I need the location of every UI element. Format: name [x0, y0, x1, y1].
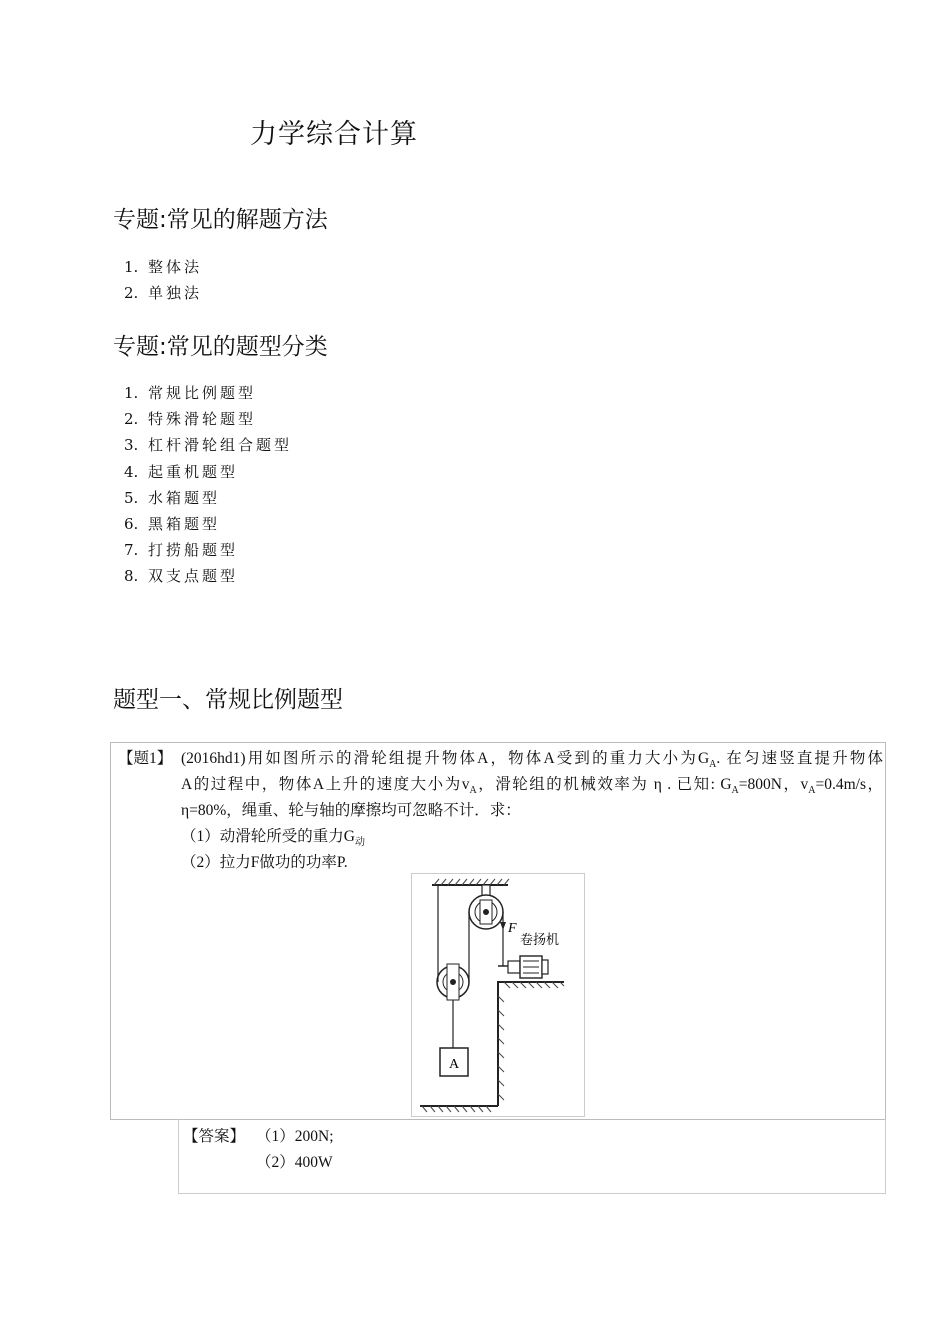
- section-heading-type1: 题型一、常规比例题型: [113, 687, 343, 713]
- list-item: 1. 常规比例题型: [124, 384, 257, 402]
- list-item: 2. 特殊滑轮题型: [124, 410, 257, 429]
- pulley-figure: [411, 873, 585, 1117]
- methods-list: [124, 254, 202, 306]
- answer-label: 【答案】: [183, 1128, 246, 1145]
- list-item: 8. 双支点题型: [124, 567, 239, 586]
- question-part-1: （1）动滑轮所受的重力$G_动$: [181, 828, 365, 848]
- answer-line-1: （1）200N;: [256, 1128, 334, 1145]
- block-label: A: [448, 1057, 460, 1072]
- question-part-2: （2）拉力F做功的功率P.: [181, 854, 348, 871]
- question-line-2: A的过程中，物体A上升的速度大小为$v_A$，滑轮组的机械效率为 η . 已知: $G_A=800N$，$v_A=0.4m/s$，: [181, 776, 883, 796]
- list-item: 5. 水箱题型: [124, 488, 221, 507]
- question-line-3: η=80%，绳重、轮与轴的摩擦均可忽略不计．求：: [181, 802, 521, 819]
- list-item: 2. 单独法: [124, 284, 203, 303]
- answer-line-2: （2）400W: [256, 1154, 333, 1171]
- question-text: [181, 746, 883, 876]
- list-item: 4. 起重机题型: [124, 462, 239, 481]
- list-item: 3. 杠杆滑轮组合题型: [124, 436, 293, 455]
- section-heading-types: 专题:常见的题型分类: [113, 334, 328, 360]
- list-item: 6. 黑箱题型: [124, 514, 221, 533]
- list-item: 7. 打捞船题型: [124, 541, 239, 560]
- force-label: F: [508, 921, 517, 936]
- page-title: 力学综合计算: [250, 119, 418, 150]
- list-item: 1. 整体法: [124, 258, 203, 276]
- question-line-1: (2016hd1)用如图所示的滑轮组提升物体A，物体A受到的重力大小为$G_A$. 在匀速竖直提升物体: [181, 750, 883, 770]
- question-label: 【题1】: [118, 750, 173, 767]
- section-heading-methods: 专题:常见的解题方法: [113, 207, 328, 233]
- types-list: [124, 380, 292, 590]
- winch-label: 卷扬机: [520, 932, 560, 947]
